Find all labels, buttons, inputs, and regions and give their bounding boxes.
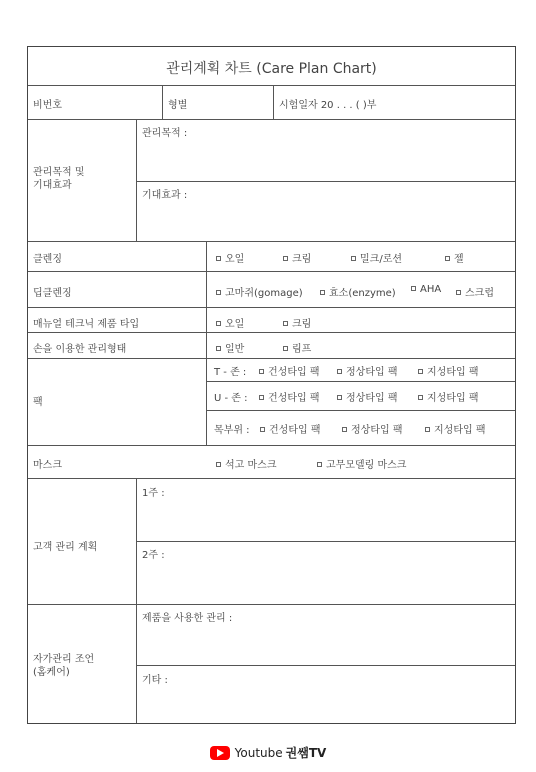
goal-field-label: 관리목적 : [142, 128, 188, 139]
manual-technique-option[interactable]: 크림 [283, 315, 311, 330]
week1-field-label: 1주 : [142, 488, 165, 499]
checkbox-icon [283, 321, 288, 326]
type-label: 형별 [168, 100, 188, 111]
row-divider [206, 410, 515, 411]
checkbox-icon [337, 369, 342, 374]
checkbox-icon [351, 256, 356, 261]
row-divider [28, 604, 515, 605]
mask-option[interactable]: 석고 마스크 [216, 456, 276, 471]
pack-label: 팩 [33, 397, 43, 408]
youtube-logo-icon [210, 746, 230, 760]
pack-option[interactable]: 정상타입 팩 [342, 421, 402, 436]
row-divider [28, 307, 515, 308]
checkbox-icon [216, 321, 221, 326]
purpose-label-line2: 기대효과 [33, 180, 72, 191]
cleansing-option[interactable]: 오일 [216, 250, 244, 265]
id-number-label: 비번호 [33, 100, 62, 111]
col-divider [136, 119, 137, 241]
pack-option[interactable]: 건성타입 팩 [259, 389, 319, 404]
col-divider [273, 85, 274, 119]
purpose-label-line1: 관리목적 및 [33, 167, 85, 178]
checkbox-icon [260, 427, 265, 432]
checkbox-icon [445, 256, 450, 261]
deep-cleansing-option[interactable]: AHA [411, 284, 441, 295]
mask-label: 마스크 [33, 460, 62, 471]
checkbox-icon [216, 290, 221, 295]
checkbox-icon [425, 427, 430, 432]
checkbox-icon [283, 256, 288, 261]
pack-option[interactable]: 지성타입 팩 [418, 389, 478, 404]
row-divider [28, 332, 515, 333]
checkbox-icon [317, 462, 322, 467]
row-divider [206, 381, 515, 382]
col-divider [206, 241, 207, 445]
purpose-section-label [33, 166, 84, 192]
row-divider [28, 119, 515, 120]
col-divider [136, 478, 137, 723]
week2-field-label: 2주 : [142, 550, 165, 561]
chart-title: 관리계획 차트 (Care Plan Chart) [166, 61, 377, 77]
deep-cleansing-option[interactable]: 고마쥐(gomage) [216, 284, 303, 299]
checkbox-icon [320, 290, 325, 295]
manual-technique-option[interactable]: 오일 [216, 315, 244, 330]
deep-cleansing-option[interactable]: 효소(enzyme) [320, 284, 396, 299]
exam-date-label: 시험일자 20 . . . ( )부 [279, 100, 377, 111]
mask-option[interactable]: 고무모델링 마스크 [317, 456, 406, 471]
cleansing-label: 클렌징 [33, 254, 62, 265]
row-divider [136, 541, 515, 542]
pack-option[interactable]: 건성타입 팩 [260, 421, 320, 436]
product-care-field-label: 제품을 사용한 관리 : [142, 613, 233, 624]
row-divider [28, 271, 515, 272]
homecare-label-line2: (홈케어) [33, 667, 70, 678]
care-plan-label: 고객 관리 계획 [33, 542, 98, 553]
manual-technique-label: 매뉴얼 테크닉 제품 타입 [33, 319, 140, 330]
cleansing-option[interactable]: 젤 [445, 250, 464, 265]
row-divider [136, 665, 515, 666]
checkbox-icon [418, 395, 423, 400]
row-divider [28, 358, 515, 359]
hand-care-option[interactable]: 림프 [283, 340, 311, 355]
checkbox-icon [216, 462, 221, 467]
cleansing-option[interactable]: 밀크/로션 [351, 250, 402, 265]
pack-option[interactable]: 정상타입 팩 [337, 389, 397, 404]
row-divider [28, 85, 515, 86]
homecare-section-label [33, 653, 94, 679]
hand-care-option[interactable]: 일반 [216, 340, 244, 355]
footer-branding [0, 744, 536, 761]
homecare-label-line1: 자가관리 조언 [33, 654, 95, 665]
checkbox-icon [283, 346, 288, 351]
cleansing-option[interactable]: 크림 [283, 250, 311, 265]
care-plan-chart-form [27, 46, 516, 724]
row-divider [136, 181, 515, 182]
effect-field-label: 기대효과 : [142, 190, 188, 201]
checkbox-icon [456, 290, 461, 295]
pack-option[interactable]: 건성타입 팩 [259, 363, 319, 378]
checkbox-icon [411, 286, 416, 291]
deep-cleansing-label: 딥클렌징 [33, 288, 72, 299]
hand-care-label: 손을 이용한 관리형태 [33, 344, 127, 355]
checkbox-icon [259, 395, 264, 400]
row-divider [28, 241, 515, 242]
other-field-label: 기타 : [142, 675, 168, 686]
checkbox-icon [342, 427, 347, 432]
pack-option[interactable]: 지성타입 팩 [418, 363, 478, 378]
channel-name: 권쌤TV [285, 746, 327, 760]
checkbox-icon [259, 369, 264, 374]
pack-neck-label: 목부위 : [214, 425, 250, 436]
checkbox-icon [216, 346, 221, 351]
deep-cleansing-option[interactable]: 스크럽 [456, 284, 494, 299]
youtube-text: Youtube [234, 746, 283, 760]
pack-t-zone-label: T - 존 : [214, 367, 247, 378]
pack-option[interactable]: 지성타입 팩 [425, 421, 485, 436]
checkbox-icon [337, 395, 342, 400]
pack-u-zone-label: U - 존 : [214, 393, 248, 404]
row-divider [28, 478, 515, 479]
col-divider [162, 85, 163, 119]
pack-option[interactable]: 정상타입 팩 [337, 363, 397, 378]
checkbox-icon [216, 256, 221, 261]
row-divider [28, 445, 515, 446]
checkbox-icon [418, 369, 423, 374]
